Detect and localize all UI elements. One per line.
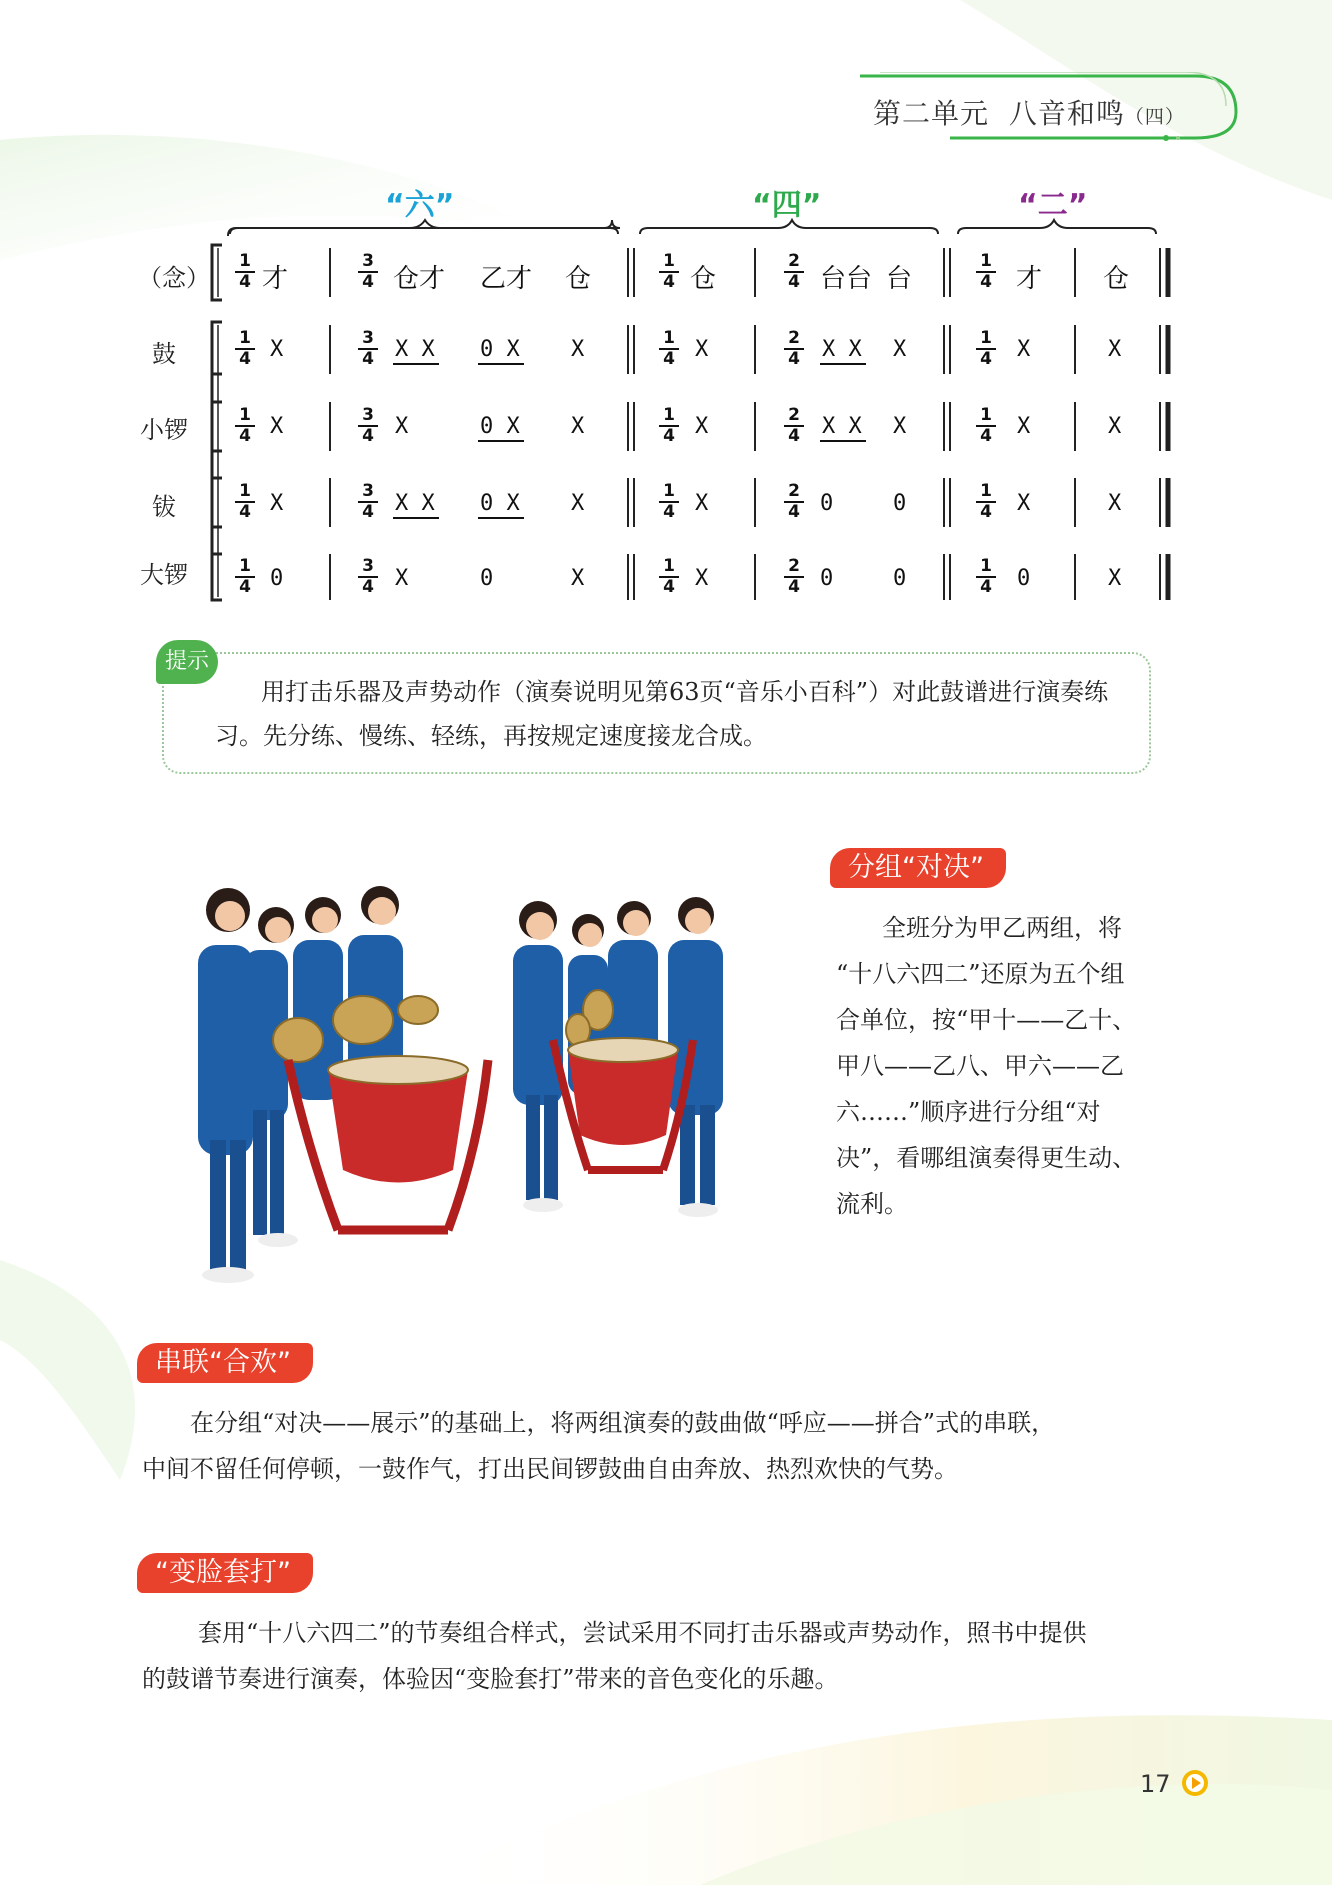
row-label-daluo: 大锣 [140,561,188,589]
time-signature [783,330,805,368]
gu-note: 0 X [480,337,520,362]
time-signature [234,407,256,445]
time-signature [658,253,680,291]
time-signature-numerator: 2 [788,405,800,425]
nian-note: 台 [886,264,913,294]
time-signature-denominator: 4 [980,577,992,597]
section-hehuan-text [142,1400,1182,1492]
text-line: 在分组“对决——展示”的基础上，将两组演奏的鼓曲做“呼应——拼合”式的串联， [190,1409,1056,1437]
daluo-note: X [395,566,409,591]
time-signature-denominator: 4 [663,349,675,369]
beat-underline [393,517,439,519]
beat-underline [393,363,439,365]
time-signature-denominator: 4 [239,502,251,522]
bo-note: 0 X [480,491,520,516]
gu-note: X X [822,337,862,362]
section-label-two: “二” [1018,188,1088,223]
time-signature-numerator: 3 [362,481,374,501]
section-duijue-text [836,905,1176,1227]
text-line: 中间不留任何停顿，一鼓作气，打出民间锣鼓曲自由奔放、热烈欢快的气势。 [142,1455,958,1483]
time-signature-numerator: 1 [239,405,251,425]
time-signature-denominator: 4 [980,426,992,446]
time-signature-numerator: 3 [362,556,374,576]
time-signature-numerator: 1 [980,405,992,425]
xiaoluo-note: X [1108,414,1122,439]
bo-note: 0 [893,491,907,516]
text-line: 六……”顺序进行分组“对 [836,1098,1101,1126]
time-signature [234,558,256,596]
xiaoluo-note: X [270,414,284,439]
time-signature-numerator: 1 [980,481,992,501]
time-signature-denominator: 4 [663,577,675,597]
time-signature [357,330,379,368]
gu-note: X [270,337,284,362]
time-signature [234,483,256,521]
time-signature-numerator: 1 [239,556,251,576]
time-signature [975,407,997,445]
time-signature-numerator: 2 [788,481,800,501]
section-badge-bianlian: “变脸套打” [137,1553,313,1593]
time-signature [975,330,997,368]
bo-note: X [1017,491,1031,516]
time-signature [658,558,680,596]
text-line: 全班分为甲乙两组，将 [882,914,1122,942]
time-signature [357,407,379,445]
time-signature-denominator: 4 [239,577,251,597]
beat-underline [478,440,524,442]
bo-note: X [270,491,284,516]
time-signature-denominator: 4 [788,426,800,446]
row-label-gu: 鼓 [152,340,176,368]
time-signature-denominator: 4 [980,502,992,522]
students-drum-photo [188,850,783,1290]
daluo-note: 0 [480,566,494,591]
nian-note: 仓 [690,264,717,294]
time-signature-numerator: 1 [663,481,675,501]
time-signature-numerator: 3 [362,328,374,348]
beat-underline [478,517,524,519]
unit-subtitle: （四） [1124,106,1185,128]
time-signature [975,483,997,521]
time-signature-numerator: 1 [663,251,675,271]
time-signature-numerator: 1 [239,328,251,348]
gu-note: X X [395,337,435,362]
row-label-nian: （念） [138,264,210,292]
text-line: 的鼓谱节奏进行演奏，体验因“变脸套打”带来的音色变化的乐趣。 [142,1665,839,1693]
daluo-note: X [1108,566,1122,591]
time-signature-numerator: 1 [663,328,675,348]
section-label-four: “四” [752,188,822,223]
tip-badge: 提示 [156,640,218,684]
gu-note: X [1108,337,1122,362]
gu-note: X [893,337,907,362]
text-line: 决”，看哪组演奏得更生动、 [836,1144,1137,1172]
page-number: 17 [1140,1770,1171,1798]
tip-text: 用打击乐器及声势动作（演奏说明见第63页“音乐小百科”）对此鼓谱进行演奏练习。先分练、慢练、轻练，再按规定速度接龙合成。 [215,678,1109,750]
nian-note: 乙才 [480,264,533,294]
time-signature-numerator: 1 [980,251,992,271]
time-signature-numerator: 1 [980,556,992,576]
time-signature-denominator: 4 [663,272,675,292]
time-signature [975,253,997,291]
time-signature [658,330,680,368]
time-signature-numerator: 1 [663,556,675,576]
text-line: 套用“十八六四二”的节奏组合样式，尝试采用不同打击乐器或声势动作，照书中提供 [198,1619,1087,1647]
section-badge-duijue: 分组“对决” [830,848,1006,888]
text-line: 合单位，按“甲十——乙十、 [836,1006,1137,1034]
time-signature-numerator: 1 [239,251,251,271]
bo-note: X X [395,491,435,516]
daluo-note: 0 [270,566,284,591]
nian-note: 仓才 [393,264,446,294]
daluo-note: 0 [893,566,907,591]
time-signature-denominator: 4 [362,426,374,446]
daluo-note: X [695,566,709,591]
time-signature-numerator: 3 [362,251,374,271]
nian-note: 台台 [820,264,873,294]
time-signature-denominator: 4 [362,349,374,369]
nian-note: 仓 [1103,264,1130,294]
time-signature-denominator: 4 [788,272,800,292]
unit-label: 第二单元 [873,97,990,130]
time-signature-denominator: 4 [663,502,675,522]
xiaoluo-note: X X [822,414,862,439]
time-signature-denominator: 4 [239,426,251,446]
xiaoluo-note: 0 X [480,414,520,439]
time-signature-denominator: 4 [239,272,251,292]
gu-note: X [1017,337,1031,362]
time-signature-denominator: 4 [362,272,374,292]
time-signature [783,483,805,521]
time-signature-denominator: 4 [788,577,800,597]
text-line: “十八六四二”还原为五个组 [836,960,1125,988]
nian-note: 才 [1016,264,1043,294]
unit-title: 八音和鸣 [1008,97,1125,130]
section-label-six: “六” [385,188,455,223]
bo-note: X [695,491,709,516]
time-signature-numerator: 3 [362,405,374,425]
gu-note: X [571,337,585,362]
time-signature-numerator: 2 [788,251,800,271]
row-label-bo: 钹 [152,493,176,521]
time-signature [783,253,805,291]
xiaoluo-note: X [395,414,409,439]
time-signature [658,483,680,521]
time-signature-denominator: 4 [362,502,374,522]
xiaoluo-note: X [1017,414,1031,439]
time-signature-denominator: 4 [980,272,992,292]
xiaoluo-note: X [695,414,709,439]
xiaoluo-note: X [571,414,585,439]
beat-underline [820,363,866,365]
row-label-xiaoluo: 小锣 [140,416,188,444]
time-signature-numerator: 1 [980,328,992,348]
time-signature [975,558,997,596]
time-signature [357,253,379,291]
time-signature [783,407,805,445]
daluo-note: 0 [1017,566,1031,591]
time-signature-denominator: 4 [239,349,251,369]
nian-note: 才 [262,264,289,294]
section-bianlian-text [142,1610,1182,1702]
time-signature [357,483,379,521]
time-signature-denominator: 4 [980,349,992,369]
xiaoluo-note: X [893,414,907,439]
time-signature-numerator: 1 [239,481,251,501]
time-signature [783,558,805,596]
gu-note: X [695,337,709,362]
time-signature-denominator: 4 [788,349,800,369]
time-signature-denominator: 4 [663,426,675,446]
time-signature [234,253,256,291]
nian-note: 仓 [565,264,592,294]
bo-note: X [571,491,585,516]
daluo-note: 0 [820,566,834,591]
section-badge-hehuan: 串联“合欢” [137,1343,313,1383]
beat-underline [820,440,866,442]
time-signature-denominator: 4 [788,502,800,522]
text-line: 流利。 [836,1190,908,1218]
text-line: 甲八——乙八、甲六——乙 [836,1052,1124,1080]
percussion-score-lines [0,0,1332,620]
beat-underline [478,363,524,365]
play-icon [1180,1768,1210,1798]
time-signature-numerator: 1 [663,405,675,425]
time-signature [357,558,379,596]
time-signature [234,330,256,368]
time-signature [658,407,680,445]
bo-note: X [1108,491,1122,516]
time-signature-numerator: 2 [788,328,800,348]
daluo-note: X [571,566,585,591]
bo-note: 0 [820,491,834,516]
time-signature-numerator: 2 [788,556,800,576]
time-signature-denominator: 4 [362,577,374,597]
